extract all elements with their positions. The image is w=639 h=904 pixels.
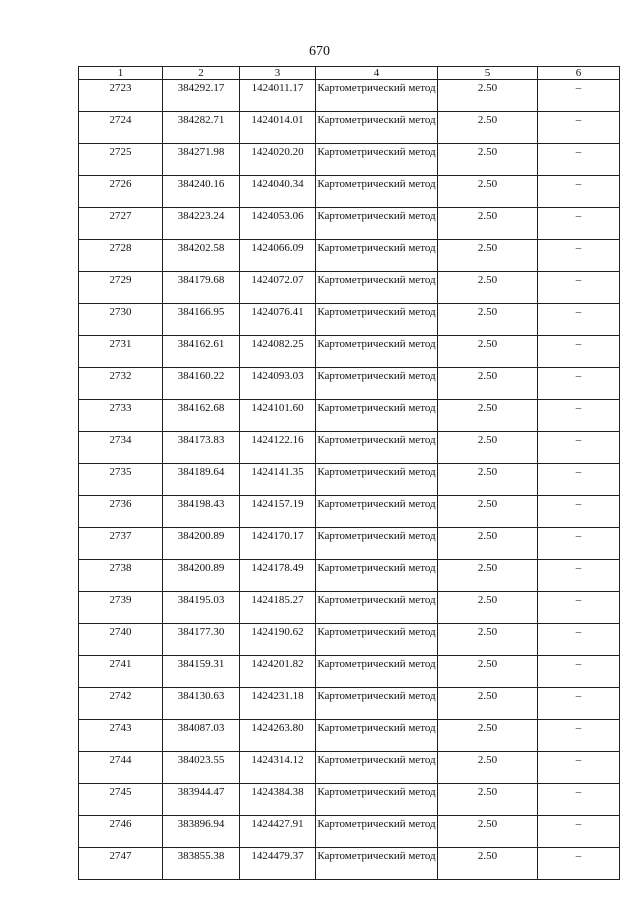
- table-row: [79, 272, 620, 304]
- note-cell: –: [538, 720, 620, 752]
- y-coordinate-cell: 1424170.17: [240, 528, 316, 560]
- method-cell: Картометрический метод: [316, 496, 438, 528]
- method-cell: Картометрический метод: [316, 656, 438, 688]
- note-cell: –: [538, 176, 620, 208]
- x-coordinate-cell: 384159.31: [163, 656, 240, 688]
- y-coordinate-cell: 1424141.35: [240, 464, 316, 496]
- x-coordinate-cell: 384240.16: [163, 176, 240, 208]
- table-row: [79, 176, 620, 208]
- x-coordinate-cell: 384189.64: [163, 464, 240, 496]
- x-coordinate-cell: 384195.03: [163, 592, 240, 624]
- point-number-cell: 2745: [79, 784, 163, 816]
- note-cell: –: [538, 240, 620, 272]
- table-row: [79, 240, 620, 272]
- table-row: [79, 208, 620, 240]
- note-cell: –: [538, 464, 620, 496]
- point-number-cell: 2732: [79, 368, 163, 400]
- table-row: [79, 496, 620, 528]
- x-coordinate-cell: 384160.22: [163, 368, 240, 400]
- note-cell: –: [538, 336, 620, 368]
- point-number-cell: 2747: [79, 848, 163, 880]
- accuracy-cell: 2.50: [438, 432, 538, 464]
- table-row: [79, 784, 620, 816]
- y-coordinate-cell: 1424053.06: [240, 208, 316, 240]
- table-row: [79, 688, 620, 720]
- note-cell: –: [538, 752, 620, 784]
- x-coordinate-cell: 384282.71: [163, 112, 240, 144]
- method-cell: Картометрический метод: [316, 592, 438, 624]
- accuracy-cell: 2.50: [438, 592, 538, 624]
- accuracy-cell: 2.50: [438, 848, 538, 880]
- method-cell: Картометрический метод: [316, 464, 438, 496]
- point-number-cell: 2746: [79, 816, 163, 848]
- method-cell: Картометрический метод: [316, 368, 438, 400]
- y-coordinate-cell: 1424076.41: [240, 304, 316, 336]
- x-coordinate-cell: 384198.43: [163, 496, 240, 528]
- point-number-cell: 2735: [79, 464, 163, 496]
- accuracy-cell: 2.50: [438, 304, 538, 336]
- method-cell: Картометрический метод: [316, 112, 438, 144]
- note-cell: –: [538, 112, 620, 144]
- page-number: 670: [309, 44, 330, 59]
- y-coordinate-cell: 1424072.07: [240, 272, 316, 304]
- table-row: [79, 592, 620, 624]
- y-coordinate-cell: 1424066.09: [240, 240, 316, 272]
- note-cell: –: [538, 496, 620, 528]
- x-coordinate-cell: 384130.63: [163, 688, 240, 720]
- method-cell: Картометрический метод: [316, 304, 438, 336]
- y-coordinate-cell: 1424314.12: [240, 752, 316, 784]
- accuracy-cell: 2.50: [438, 240, 538, 272]
- note-cell: –: [538, 144, 620, 176]
- accuracy-cell: 2.50: [438, 144, 538, 176]
- point-number-cell: 2736: [79, 496, 163, 528]
- column-header: 2: [163, 67, 240, 80]
- table-row: [79, 528, 620, 560]
- note-cell: –: [538, 784, 620, 816]
- y-coordinate-cell: 1424178.49: [240, 560, 316, 592]
- note-cell: –: [538, 592, 620, 624]
- note-cell: –: [538, 560, 620, 592]
- y-coordinate-cell: 1424014.01: [240, 112, 316, 144]
- y-coordinate-cell: 1424231.18: [240, 688, 316, 720]
- note-cell: –: [538, 624, 620, 656]
- method-cell: Картометрический метод: [316, 848, 438, 880]
- point-number-cell: 2733: [79, 400, 163, 432]
- point-number-cell: 2731: [79, 336, 163, 368]
- method-cell: Картометрический метод: [316, 752, 438, 784]
- x-coordinate-cell: 383896.94: [163, 816, 240, 848]
- point-number-cell: 2727: [79, 208, 163, 240]
- x-coordinate-cell: 384202.58: [163, 240, 240, 272]
- point-number-cell: 2740: [79, 624, 163, 656]
- y-coordinate-cell: 1424190.62: [240, 624, 316, 656]
- table-body: [79, 80, 620, 880]
- accuracy-cell: 2.50: [438, 560, 538, 592]
- table-row: [79, 144, 620, 176]
- note-cell: –: [538, 656, 620, 688]
- y-coordinate-cell: 1424479.37: [240, 848, 316, 880]
- note-cell: –: [538, 848, 620, 880]
- accuracy-cell: 2.50: [438, 80, 538, 112]
- method-cell: Картометрический метод: [316, 784, 438, 816]
- accuracy-cell: 2.50: [438, 112, 538, 144]
- method-cell: Картометрический метод: [316, 528, 438, 560]
- table-row: [79, 304, 620, 336]
- y-coordinate-cell: 1424011.17: [240, 80, 316, 112]
- accuracy-cell: 2.50: [438, 464, 538, 496]
- method-cell: Картометрический метод: [316, 688, 438, 720]
- point-number-cell: 2744: [79, 752, 163, 784]
- table-row: [79, 560, 620, 592]
- y-coordinate-cell: 1424093.03: [240, 368, 316, 400]
- x-coordinate-cell: 384173.83: [163, 432, 240, 464]
- method-cell: Картометрический метод: [316, 560, 438, 592]
- coordinates-table: [78, 66, 620, 880]
- point-number-cell: 2730: [79, 304, 163, 336]
- table-row: [79, 464, 620, 496]
- accuracy-cell: 2.50: [438, 496, 538, 528]
- point-number-cell: 2723: [79, 80, 163, 112]
- table-row: [79, 112, 620, 144]
- x-coordinate-cell: 384162.68: [163, 400, 240, 432]
- column-header: 1: [79, 67, 163, 80]
- x-coordinate-cell: 383855.38: [163, 848, 240, 880]
- method-cell: Картометрический метод: [316, 624, 438, 656]
- accuracy-cell: 2.50: [438, 720, 538, 752]
- point-number-cell: 2738: [79, 560, 163, 592]
- point-number-cell: 2724: [79, 112, 163, 144]
- column-header: 5: [438, 67, 538, 80]
- x-coordinate-cell: 384200.89: [163, 528, 240, 560]
- y-coordinate-cell: 1424122.16: [240, 432, 316, 464]
- accuracy-cell: 2.50: [438, 528, 538, 560]
- point-number-cell: 2734: [79, 432, 163, 464]
- point-number-cell: 2728: [79, 240, 163, 272]
- accuracy-cell: 2.50: [438, 208, 538, 240]
- method-cell: Картометрический метод: [316, 176, 438, 208]
- y-coordinate-cell: 1424157.19: [240, 496, 316, 528]
- method-cell: Картометрический метод: [316, 272, 438, 304]
- x-coordinate-cell: 384292.17: [163, 80, 240, 112]
- table-row: [79, 752, 620, 784]
- accuracy-cell: 2.50: [438, 688, 538, 720]
- note-cell: –: [538, 816, 620, 848]
- accuracy-cell: 2.50: [438, 368, 538, 400]
- point-number-cell: 2725: [79, 144, 163, 176]
- note-cell: –: [538, 432, 620, 464]
- table-row: [79, 656, 620, 688]
- y-coordinate-cell: 1424263.80: [240, 720, 316, 752]
- y-coordinate-cell: 1424020.20: [240, 144, 316, 176]
- method-cell: Картометрический метод: [316, 144, 438, 176]
- table-row: [79, 368, 620, 400]
- note-cell: –: [538, 304, 620, 336]
- note-cell: –: [538, 272, 620, 304]
- table-row: [79, 336, 620, 368]
- y-coordinate-cell: 1424040.34: [240, 176, 316, 208]
- table-row: [79, 816, 620, 848]
- point-number-cell: 2737: [79, 528, 163, 560]
- table-header-row: [79, 67, 620, 80]
- table-row: [79, 432, 620, 464]
- x-coordinate-cell: 384162.61: [163, 336, 240, 368]
- x-coordinate-cell: 384177.30: [163, 624, 240, 656]
- method-cell: Картометрический метод: [316, 80, 438, 112]
- method-cell: Картометрический метод: [316, 816, 438, 848]
- method-cell: Картометрический метод: [316, 432, 438, 464]
- column-header: 4: [316, 67, 438, 80]
- point-number-cell: 2729: [79, 272, 163, 304]
- note-cell: –: [538, 80, 620, 112]
- x-coordinate-cell: 384023.55: [163, 752, 240, 784]
- column-header: 6: [538, 67, 620, 80]
- y-coordinate-cell: 1424082.25: [240, 336, 316, 368]
- accuracy-cell: 2.50: [438, 400, 538, 432]
- method-cell: Картометрический метод: [316, 208, 438, 240]
- x-coordinate-cell: 384200.89: [163, 560, 240, 592]
- table-row: [79, 624, 620, 656]
- x-coordinate-cell: 384223.24: [163, 208, 240, 240]
- note-cell: –: [538, 688, 620, 720]
- table-row: [79, 848, 620, 880]
- column-header: 3: [240, 67, 316, 80]
- x-coordinate-cell: 384271.98: [163, 144, 240, 176]
- point-number-cell: 2742: [79, 688, 163, 720]
- x-coordinate-cell: 384087.03: [163, 720, 240, 752]
- note-cell: –: [538, 528, 620, 560]
- y-coordinate-cell: 1424101.60: [240, 400, 316, 432]
- point-number-cell: 2739: [79, 592, 163, 624]
- accuracy-cell: 2.50: [438, 752, 538, 784]
- method-cell: Картометрический метод: [316, 400, 438, 432]
- accuracy-cell: 2.50: [438, 784, 538, 816]
- point-number-cell: 2741: [79, 656, 163, 688]
- y-coordinate-cell: 1424384.38: [240, 784, 316, 816]
- point-number-cell: 2743: [79, 720, 163, 752]
- y-coordinate-cell: 1424427.91: [240, 816, 316, 848]
- method-cell: Картометрический метод: [316, 720, 438, 752]
- accuracy-cell: 2.50: [438, 816, 538, 848]
- note-cell: –: [538, 208, 620, 240]
- point-number-cell: 2726: [79, 176, 163, 208]
- y-coordinate-cell: 1424185.27: [240, 592, 316, 624]
- accuracy-cell: 2.50: [438, 176, 538, 208]
- x-coordinate-cell: 384179.68: [163, 272, 240, 304]
- x-coordinate-cell: 384166.95: [163, 304, 240, 336]
- accuracy-cell: 2.50: [438, 656, 538, 688]
- accuracy-cell: 2.50: [438, 336, 538, 368]
- method-cell: Картометрический метод: [316, 336, 438, 368]
- x-coordinate-cell: 383944.47: [163, 784, 240, 816]
- accuracy-cell: 2.50: [438, 624, 538, 656]
- accuracy-cell: 2.50: [438, 272, 538, 304]
- note-cell: –: [538, 400, 620, 432]
- note-cell: –: [538, 368, 620, 400]
- y-coordinate-cell: 1424201.82: [240, 656, 316, 688]
- table-row: [79, 80, 620, 112]
- method-cell: Картометрический метод: [316, 240, 438, 272]
- table-row: [79, 720, 620, 752]
- table-row: [79, 400, 620, 432]
